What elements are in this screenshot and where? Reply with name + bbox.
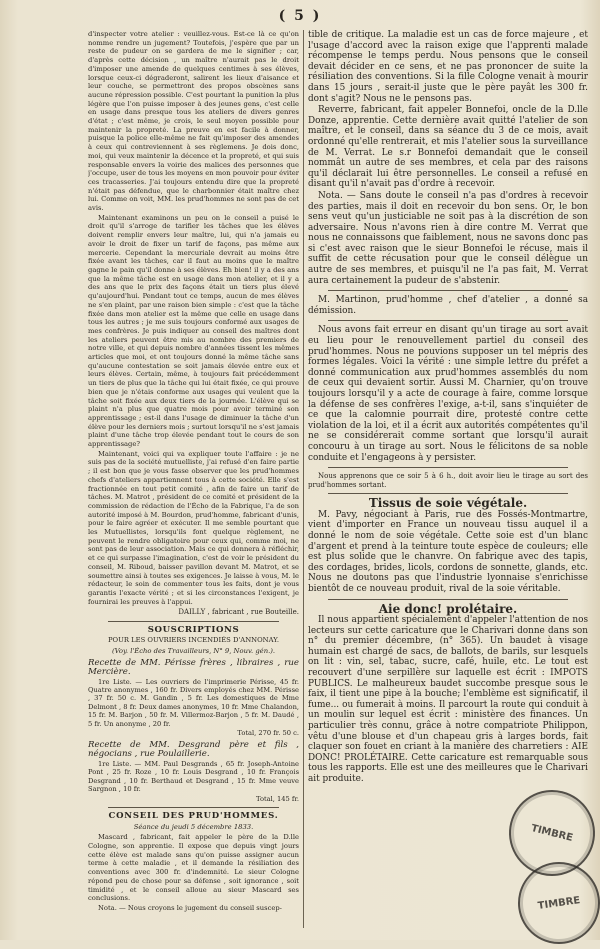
recette-total: Total, 270 fr. 50 c. — [237, 729, 299, 738]
article-paragraph: M. Pavy, négociant à Paris, rue des Fossés-Montmartre, vient d'importer en France un nouveau tissu auquel il a donné le nom de soie végétale. Cette soie est d'un blanc d'argent et prend à la teinture toute espèce de couleurs; elle est plus solide que le chanvre. On fabrique avec des tapis, des cordages, brides, licols, cordons de sonnette, glands, etc. Nous ne doutons pas que l'industrie lyonnaise s'enrichisse bientôt de ce nouveau produit, rival de la soie véritable. — [308, 509, 588, 594]
recette-list: 1re Liste. — MM. Paul Desgrands , 65 fr. Joseph-Antoine Pont , 25 fr. Roze , 10 fr. Louis Desgrand , 10 fr. François Desgrand , 10 fr. Berthaud et Desgrand , 15 fr. Mme veuve Sargnon , 10 fr. — [88, 759, 299, 794]
letter-paragraph: Maintenant, voici qui va expliquer toute l'affaire : je ne suis pas de la société mutuelliste, j'ai refusé d'en faire partie ; il est bon que je vous fasse observer que les prud'hommes chefs d'ateliers appartiennent tous à cette société. Elle s'est fractionnée en tout petit comité , afin de faire un tarif de tâches. M. Matrot , président de ce comité et président de la commission de rédaction de l'Écho de la Fabrique, l'a de son autorité imposé à M. Bourdon, prud'homme, fabricant d'unis, pour le faire agréer et exécuter. Il me semble pourtant que les Mutuellistes, lorsqu'ils font quelque règlement, ne peuvent le rendre obligatoire pour ceux qui, comme moi, ne sont pas de leur association. Mais ce qui donnera à réfléchir, et ce qui surpasse l'imagination, c'est de voir le président du conseil, M. Riboud, baisser pavillon devant M. Matrot, et se soumettre ainsi à toutes ses exigences. Je laisse à vous, M. le rédacteur, le soin de commenter tous les faits, dont je vous garantis l'exacte vérité ; et si les circonstances l'exigent, je fournirai les preuves à l'appui. — [88, 449, 299, 606]
section-divider — [108, 807, 279, 808]
section-divider — [328, 599, 568, 600]
letter-paragraph: d'inspecter votre atelier : veuillez-vous. Est-ce là ce qu'on nomme rendre un jugement? Toutefois, j'espère que par un reste de pudeur on se gardera de me le signifier ; car, d'après cette décision , un maître n'aurait pas le droit d'imposer une amende de quelques centimes à ses élèves, lorsque ceux-ci dégraderont, salirent les lieux d'aisance et leur couche, se permettront des propos obscènes sans aucune répression possible. C'est pourtant la punition la plus légère que l'on puisse imposer à des jeunes gens, c'est celle en usage dans presque tous les ateliers de divers genres d'état ; c'est même, je crois, le seul moyen possible pour maintenir la propreté. La preuve en est facile à donner, puisque la police elle-même ne fait qu'imposer des amendes à ceux qui contreviennent à ses règlemens. Je dois donc, moi, qui veux maintenir la décence et la propreté, et qui suis responsable envers la voirie des malices des personnes que j'occupe, user de tous les moyens en mon pouvoir pour éviter ces tracasseries. J'ai toujours entendu dire que la propreté n'était pas défendue, que le charbonnier était maître chez lui. Comme on voit, MM. les prud'hommes ne sont pas de cet avis. — [88, 30, 299, 213]
nota-paragraph: Nota. — Sans doute le conseil n'a pas d'ordres à recevoir des parties, mais il doit en recevoir du bon sens. Or, le bon sens veut qu'un justiciable ne soit pas à la discrétion de son adversaire. Nous n'avons rien à dire contre M. Verrat que nous ne connaissons que faiblement, nous ne savons donc pas si c'est avec raison que le sieur Bonnefoi le récuse, mais il suffit de cette récusation pour que le conseil délègue un autre de ses membres, et puisqu'il ne l'a pas fait, M. Verrat aura certainement la pudeur de s'abstenir. — [308, 190, 588, 286]
section-divider — [328, 290, 568, 291]
section-divider — [328, 467, 568, 468]
letter-paragraph: Maintenant examinons un peu on le conseil a puisé le droit qu'il s'arroge de tarifier les tâches que les élèves doivent remplir envers leur maître, lui, qui n'a jamais eu avoir le droit de fixer un tarif de façons, pas même aux mercerie. Cependant la mercuriale devrait au moins être fixée avant les tâches, car il faut au moins que le maître gagne le pain qu'il donne à ses élèves. Eh bien! il y a des ans que la même tâche est en usage dans mon atelier, et il y a des ans que le prix des façons était un tiers plus élevé qu'aujourd'hui. Pendant tout ce temps, aucun de mes élèves ne s'en plaint, par une raison bien simple : c'est que la tâche fixée dans mon atelier est la même que celle en usage dans tous les autres ; je me suis toujours conformé aux usages de mes confrères. Je puis indiquer au conseil des maîtres dont les ateliers peuvent être mis au nombre des premiers de notre ville, et qui depuis nombre d'années tissent les mêmes articles que moi, et ont toujours donné la même tâche sans qu'aucune contestation se soit jamais élevée entre eux et leurs élèves. Certain, même, à toujours fait précédemment un tiers de plus que la tâche qui lui était fixée, ce qui prouve bien que je n'étais conforme aux usages qui veulent que la tâche soit fixée aux deux tiers de la journée. L'élève qui se plaint n'a plus que quatre mois pour avoir terminé son apprentissage ; est-il dans l'usage de diminuer la tâche d'un élève pour les derniers mois ; surtout lorsqu'il ne s'est jamais plaint d'une tâche trop élevée pendant tout le cours de son apprentissage? — [88, 213, 299, 449]
recette-total: Total, 145 fr. — [256, 794, 299, 803]
left-column — [88, 30, 299, 930]
subscriptions-subheading: POUR LES OUVRIERS INCENDIÉS D'ANNONAY. — [107, 635, 280, 644]
recette-list: 1re Liste. — Les ouvriers de l'imprimerie Périsse, 45 fr. Quatre anonymes , 160 fr. Divers employés chez MM. Périsse , 37 fr. 50 c. M. Gandin , 5 fr. Les domestiques de Mme Delmont , 8 fr. Deux dames anonymes, 10 fr. Mme Chalandon, 15 fr. M. Barjon , 50 fr. M. Villermoz-Barjon , 5 fr. M. Daudé , 5 fr. Un anonyme , 20 fr. — [88, 677, 299, 728]
letter-signature: DAILLY , fabricant , rue Bouteille. — [178, 608, 299, 617]
stamp-text: TIMBRE — [529, 822, 575, 844]
section-divider — [328, 320, 568, 321]
article-paragraph: M. Martinon, prud'homme , chef d'atelier , a donné sa démission. — [308, 295, 588, 316]
aie-donc-heading: Aie donc! prolétaire. — [378, 601, 518, 616]
nota-paragraph: Nota. — Nous croyons le jugement du conseil suscep- — [98, 903, 282, 912]
article-paragraph: Nous apprenons que ce soir 5 à 6 h., doit avoir lieu le tirage au sort des prud'hommes sortant. — [308, 472, 588, 489]
subscriptions-source: (Voy. l'Écho des Travailleurs, N° 9, Nouv. gén.). — [111, 646, 276, 655]
stamp-text: TIMBRE — [537, 894, 581, 912]
section-divider — [328, 493, 568, 494]
seance-date: Séance du jeudi 5 décembre 1833. — [133, 822, 254, 831]
article-paragraph: Nous avons fait erreur en disant qu'un tirage au sort avait eu lieu pour le renouvellement partiel du conseil des prud'hommes. Nous ne pouvions supposer un tel mépris des formes légales. Voici la vérité : une simple lettre du préfet a donné communication aux prud'hommes assemblés du nom de ceux qui devaient sortir. Aussi M. Charnier, qu'on trouve toujours lorsqu'il y a acte de courage à faire, comme lorsque la défense de ses confrères l'exige, a-t-il, sans s'inquiéter de ce que la calomnie pourrait dire, protesté contre cette violation de la loi, et il a écrit aux autorités compétentes qu'il ne se considérerait comme sortant que lorsqu'il aurait concouru à un tirage au sort. Nous le félicitons de sa noble conduite et l'engageons à y persister. — [308, 325, 588, 463]
recette-title: Recette de MM. Desgrand père et fils , négocians , rue Poulaillerie. — [88, 740, 299, 760]
article-paragraph: Reverre, fabricant, fait appeler Bonnefoi, oncle de la D.lle Donze, apprentie. Cette dernière avait quitté l'atelier de son maître, et le conseil, dans sa séance du 3 de ce mois, avait ordonné qu'elle rentrerait, et mis l'atelier sous la surveillance de M. Verrat. Le s.r Bonnefoi demandait que le conseil nommât un autre de ses membres, et cela par des raisons qu'il déclarait lui être personnelles. Le conseil a refusé en disant qu'il n'avait pas d'ordre à recevoir. — [308, 105, 588, 190]
page-number: ( 5 ) — [278, 8, 322, 24]
subscriptions-heading: SOUSCRIPTIONS — [147, 625, 240, 636]
recette-title: Recette de MM. Périsse frères , libraires , rue Mercière. — [88, 658, 299, 677]
conseil-paragraph: Mascard , fabricant, fait appeler le père de la D.lle Cologne, son apprentie. Il expose que depuis vingt jours cette élève est malade sans qu'on puisse assigner aucun terme à cette maladie , et il demande la résiliation des conventions avec 300 fr. d'indemnité. Le sieur Cologne répond peu de chose pour sa défense , soit ignorance , soit timidité , et le conseil alloue au sieur Mascard ses conclusions. — [88, 833, 299, 903]
section-divider — [108, 621, 279, 622]
article-paragraph: Il nous appartient spécialement d'appeler l'attention de nos lecteurs sur cette caricature que le Charivari donne dans son n° du premier décembre, (n° 365). Un baudet à visage humain est chargé de sacs, de ballots, de barils, sur lesquels on lit : vin, sel, tabac, sucre, café, huile, etc. Le tout est recouvert d'une serpillère sur laquelle est écrit : IMPOTS PUBLICS. Le malheureux baudet succombe presque sous le faix, il tient une pipe à la bouche; l'emblème est significatif, il fume... ou fumerait à moins. Il parcourt la route qui conduit à un moulin sur lequel est écrit : ministère des finances. Un particulier très connu, grâce à notre compatriote Philippon, vêtu d'une blouse et d'un chapeau gris à larges bords, fait claquer son fouet en criant à la manière des charretiers : AIE DONC! PROLÉTAIRE. Cette caricature est remarquable sous tous les rapports. Elle est une des meilleures que le Charivari ait produite. — [308, 615, 588, 784]
conseil-heading: CONSEIL DES PRUD'HOMMES. — [108, 810, 279, 821]
column-divider — [303, 30, 304, 928]
tissus-heading: Tissus de soie végétale. — [368, 496, 528, 511]
article-paragraph: tible de critique. La maladie est un cas de force majeure , et l'usage d'accord avec la raison exige que l'apprenti malade récompense le temps perdu. Nous pensons que le conseil devait décider en ce sens, et ne pas prononcer de suite la résiliation des conventions. Si la fille Cologne venait à mourir dans 15 jours , serait-il juste que le père payât les 300 fr. dont s'agit? Nous ne le pensons pas. — [308, 30, 588, 104]
